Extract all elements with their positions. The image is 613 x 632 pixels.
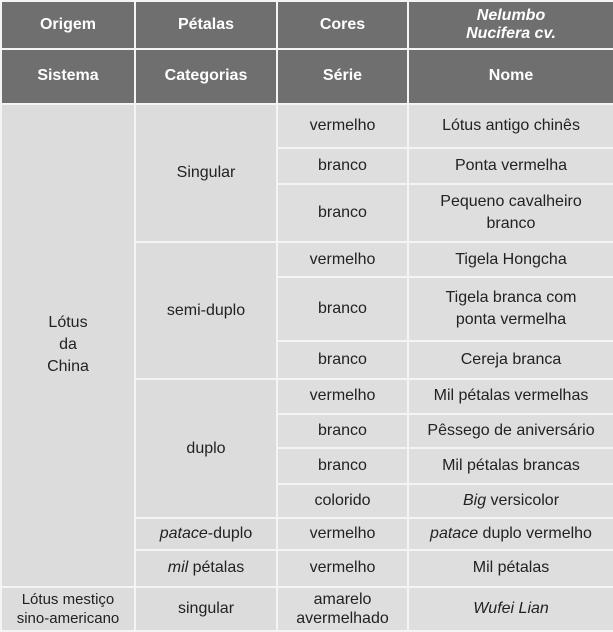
header-row-origin [1,1,613,49]
header-row-system [1,49,613,103]
name-rest-part: duplo vermelho [478,525,592,543]
name-cell: Wufei Lian [408,587,613,631]
name-line: ponta vermelha [455,310,567,328]
name-italic-part: patace [430,525,479,543]
name-rest-part: versicolor [486,492,560,510]
name-cell [408,518,613,550]
category-italic-part: mil [167,559,189,577]
category-italic-part: patace [159,525,208,543]
table-row [1,587,613,631]
category-singular: Singular [135,104,277,243]
series-cell: colorido [277,484,408,518]
series-cell [277,587,408,631]
series-cell: branco [277,148,408,184]
header-petals: Pétalas [135,1,277,49]
name-cell: Ponta vermelha [408,148,613,184]
system-lotus-hybrid [1,587,135,631]
system-line: da [59,336,77,354]
header-series: Série [277,49,408,103]
name-cell: Lótus antigo chinês [408,104,613,148]
name-cell: Mil pétalas vermelhas [408,379,613,413]
category-singular-hybrid: singular [135,587,277,631]
name-cell [408,184,613,242]
series-cell: vermelho [277,379,408,413]
system-lotus-china [1,104,135,587]
header-origin: Origem [1,1,135,49]
series-cell: vermelho [277,550,408,586]
name-italic-part: Big [462,492,487,510]
header-species-line1: Nelumbo [476,7,546,25]
header-name: Nome [408,49,613,103]
series-cell: vermelho [277,518,408,550]
name-cell: Mil pétalas [408,550,613,586]
category-semi-duplo: semi-duplo [135,242,277,379]
series-cell: branco [277,341,408,379]
series-cell: vermelho [277,242,408,276]
table-row [1,104,613,148]
name-cell: Pêssego de aniversário [408,414,613,448]
name-cell [408,484,613,518]
series-cell: branco [277,184,408,242]
series-line: avermelhado [296,609,389,627]
name-line: branco [486,215,536,233]
category-mil-petalas [135,550,277,586]
series-line: amarelo [313,590,372,608]
name-cell: Cereja branca [408,341,613,379]
system-line: Lótus mestiço [21,590,115,608]
header-system: Sistema [1,49,135,103]
series-cell: branco [277,414,408,448]
category-rest-part: pétalas [188,559,245,577]
header-species [408,1,613,49]
header-categories: Categorias [135,49,277,103]
system-line: Lótus [48,314,88,332]
name-cell: Mil pétalas brancas [408,448,613,484]
series-cell: branco [277,448,408,484]
name-cell [408,277,613,341]
system-line: China [47,358,89,376]
header-species-line2: Nucifera cv. [466,25,556,43]
name-line: Tigela branca com [445,288,577,306]
series-cell: branco [277,277,408,341]
name-cell: Tigela Hongcha [408,242,613,276]
name-line: Pequeno cavalheiro [440,193,582,211]
category-duplo: duplo [135,379,277,518]
system-line: sino-americano [16,609,120,627]
header-colors: Cores [277,1,408,49]
category-patace-duplo [135,518,277,550]
category-rest-part: -duplo [207,525,253,543]
series-cell: vermelho [277,104,408,148]
